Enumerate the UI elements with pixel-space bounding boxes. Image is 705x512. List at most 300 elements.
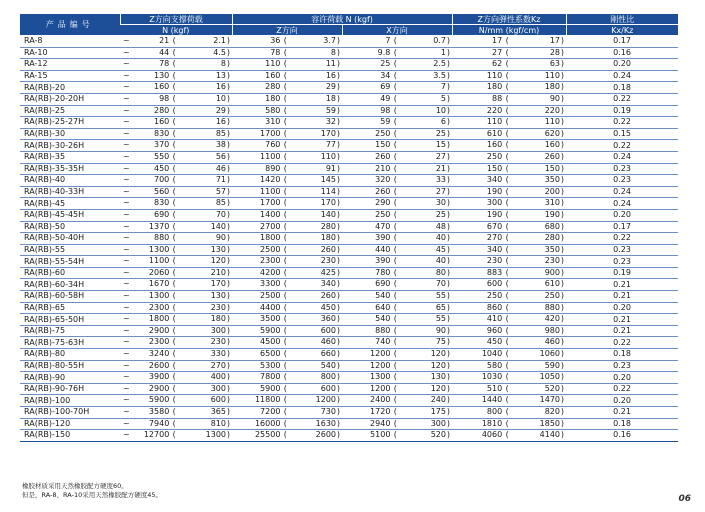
- cell-model: RA(RB)-20-20H: [20, 93, 120, 105]
- paren-close: ): [446, 279, 450, 289]
- cell-kz-n: 450: [486, 337, 503, 347]
- paren-open: (: [283, 117, 287, 127]
- cell-z-support-kgf: 2.1: [213, 36, 226, 45]
- cell-z-support: [120, 418, 232, 430]
- cell-kz: [452, 117, 566, 129]
- cell-ratio: 0.23: [566, 175, 678, 187]
- cell-model: RA(RB)-65-50H: [20, 314, 120, 326]
- paren-close: ): [560, 209, 564, 219]
- paren-close: ): [336, 209, 340, 219]
- cell-z-support-kgf: 600: [210, 395, 226, 405]
- paren-open: (: [172, 418, 176, 428]
- tilde-symbol: ~: [123, 175, 130, 185]
- cell-kz-kgf: 900: [544, 267, 560, 277]
- cell-z-support-n: 280: [154, 105, 170, 115]
- paren-open: (: [172, 233, 176, 243]
- cell-x-dir-kgf: 70: [435, 279, 446, 289]
- paren-open: (: [505, 140, 509, 150]
- cell-x-dir-n: 5100: [370, 430, 391, 440]
- cell-z-dir: [232, 302, 342, 314]
- cell-x-dir: [342, 175, 452, 187]
- header-model: 产品编号: [20, 14, 120, 36]
- cell-ratio: 0.21: [566, 314, 678, 326]
- cell-kz: [452, 302, 566, 314]
- table-row: [20, 395, 678, 407]
- cell-ratio: 0.17: [566, 221, 678, 233]
- cell-z-dir: [232, 267, 342, 279]
- paren-open: (: [505, 337, 509, 347]
- cell-ratio: 0.23: [566, 256, 678, 268]
- paren-close: ): [226, 82, 230, 92]
- tilde-symbol: ~: [123, 337, 130, 347]
- cell-model: RA(RB)-90: [20, 372, 120, 384]
- paren-open: (: [393, 360, 397, 370]
- cell-x-dir-n: 390: [375, 233, 391, 243]
- paren-close: ): [560, 163, 564, 173]
- cell-kz: [452, 418, 566, 430]
- cell-kz-kgf: 90: [549, 93, 560, 103]
- paren-close: ): [226, 151, 230, 161]
- paren-close: ): [446, 325, 450, 335]
- cell-kz: [452, 337, 566, 349]
- cell-x-dir: [342, 337, 452, 349]
- cell-x-dir-n: 320: [375, 175, 391, 185]
- tilde-symbol: ~: [123, 314, 130, 324]
- cell-z-dir-n: 1700: [260, 128, 281, 138]
- cell-x-dir-kgf: 5: [440, 93, 446, 103]
- cell-x-dir: [342, 325, 452, 337]
- cell-ratio: 0.24: [566, 186, 678, 198]
- paren-open: (: [505, 82, 509, 92]
- cell-x-dir: [342, 105, 452, 117]
- cell-kz: [452, 407, 566, 419]
- table-row: [20, 430, 678, 442]
- cell-kz-kgf: 110: [544, 70, 560, 80]
- cell-x-dir-kgf: 90: [435, 325, 446, 335]
- header-kz-unit: N/mm (kgf/cm): [452, 25, 566, 36]
- cell-z-dir-kgf: 77: [325, 140, 336, 150]
- paren-close: ): [226, 407, 230, 416]
- paren-close: ): [560, 267, 564, 277]
- cell-z-support-kgf: 46: [215, 163, 226, 173]
- table-row: [20, 36, 678, 48]
- cell-z-support-n: 1800: [148, 314, 170, 324]
- paren-close: ): [226, 209, 230, 219]
- cell-z-dir-n: 580: [265, 105, 281, 115]
- cell-kz-kgf: 63: [549, 59, 560, 69]
- cell-x-dir-kgf: 120: [430, 349, 446, 359]
- cell-z-dir: [232, 198, 342, 210]
- paren-open: (: [505, 233, 509, 243]
- paren-open: (: [505, 418, 509, 428]
- cell-x-dir-n: 2400: [370, 395, 391, 405]
- table-row: [20, 267, 678, 279]
- cell-x-dir-kgf: 45: [435, 244, 446, 254]
- paren-close: ): [446, 175, 450, 185]
- cell-ratio: 0.15: [566, 128, 678, 140]
- tilde-symbol: ~: [123, 325, 130, 335]
- paren-open: (: [283, 47, 287, 57]
- cell-z-dir-n: 2300: [260, 256, 281, 266]
- cell-z-support-kgf: 85: [215, 198, 226, 208]
- paren-open: (: [283, 383, 287, 393]
- cell-z-dir-kgf: 730: [320, 407, 336, 416]
- paren-close: ): [336, 70, 340, 80]
- cell-x-dir: [342, 302, 452, 314]
- paren-close: ): [560, 186, 564, 196]
- cell-x-dir-kgf: 65: [435, 302, 446, 312]
- cell-model: RA(RB)-50: [20, 221, 120, 233]
- paren-close: ): [446, 59, 450, 69]
- paren-close: ): [336, 279, 340, 289]
- paren-open: (: [172, 430, 176, 440]
- cell-x-dir: [342, 244, 452, 256]
- cell-z-dir-kgf: 450: [320, 302, 336, 312]
- table-row: [20, 117, 678, 129]
- paren-close: ): [560, 430, 564, 440]
- paren-open: (: [172, 186, 176, 196]
- cell-z-dir-n: 760: [265, 140, 281, 150]
- cell-kz: [452, 47, 566, 59]
- paren-open: (: [283, 360, 287, 370]
- paren-open: (: [505, 209, 509, 219]
- paren-close: ): [336, 175, 340, 185]
- paren-close: ): [446, 209, 450, 219]
- cell-x-dir-kgf: 10: [435, 105, 446, 115]
- cell-z-support-n: 160: [154, 117, 170, 127]
- paren-open: (: [505, 70, 509, 80]
- cell-z-support-n: 160: [154, 82, 170, 92]
- cell-z-support: [120, 36, 232, 48]
- cell-x-dir: [342, 59, 452, 71]
- paren-open: (: [172, 383, 176, 393]
- cell-z-support-n: 3900: [148, 372, 170, 382]
- cell-z-support-n: 78: [159, 59, 170, 69]
- cell-z-support-kgf: 10: [215, 93, 226, 103]
- cell-z-dir: [232, 360, 342, 372]
- table-row: [20, 325, 678, 337]
- cell-z-support: [120, 59, 232, 71]
- table-row: [20, 186, 678, 198]
- cell-x-dir: [342, 186, 452, 198]
- cell-kz: [452, 256, 566, 268]
- cell-z-dir-kgf: 1630: [315, 418, 336, 428]
- cell-kz: [452, 175, 566, 187]
- paren-close: ): [226, 198, 230, 208]
- paren-close: ): [446, 430, 450, 440]
- cell-z-dir-kgf: 230: [320, 256, 336, 266]
- paren-close: ): [226, 186, 230, 196]
- paren-open: (: [172, 221, 176, 231]
- cell-kz-n: 610: [486, 128, 503, 138]
- cell-model: RA(RB)-45-45H: [20, 209, 120, 221]
- paren-open: (: [393, 395, 397, 405]
- cell-z-support-kgf: 170: [210, 279, 226, 289]
- paren-open: (: [505, 256, 509, 266]
- cell-model: RA(RB)-60-58H: [20, 291, 120, 303]
- cell-z-support-kgf: 13: [215, 70, 226, 80]
- cell-z-support: [120, 337, 232, 349]
- cell-z-support-kgf: 300: [210, 325, 226, 335]
- cell-ratio: 0.24: [566, 70, 678, 82]
- paren-close: ): [560, 140, 564, 150]
- paren-close: ): [226, 267, 230, 277]
- cell-z-dir-kgf: 800: [320, 372, 336, 382]
- header-ratio-title: 刚性比: [566, 14, 678, 25]
- cell-x-dir: [342, 407, 452, 419]
- header-kz-title: Z方向弹性系数Kz: [452, 14, 566, 25]
- tilde-symbol: ~: [123, 70, 130, 80]
- cell-x-dir-n: 69: [380, 82, 391, 92]
- cell-ratio: 0.21: [566, 407, 678, 419]
- cell-x-dir: [342, 395, 452, 407]
- paren-close: ): [226, 70, 230, 80]
- cell-z-support: [120, 198, 232, 210]
- paren-close: ): [226, 117, 230, 127]
- cell-z-dir-n: 180: [265, 93, 281, 103]
- cell-z-support-n: 560: [154, 186, 170, 196]
- paren-close: ): [560, 128, 564, 138]
- cell-z-dir-kgf: 600: [320, 325, 336, 335]
- cell-z-support-kgf: 90: [215, 233, 226, 243]
- paren-close: ): [446, 47, 450, 57]
- cell-x-dir-kgf: 21: [435, 163, 446, 173]
- cell-kz-n: 110: [486, 70, 503, 80]
- paren-close: ): [336, 291, 340, 301]
- cell-z-support: [120, 128, 232, 140]
- cell-z-support: [120, 360, 232, 372]
- paren-open: (: [505, 244, 509, 254]
- cell-x-dir: [342, 291, 452, 303]
- cell-x-dir-n: 9.8: [377, 47, 391, 57]
- cell-kz-kgf: 200: [544, 186, 560, 196]
- cell-x-dir: [342, 47, 452, 59]
- cell-z-support: [120, 221, 232, 233]
- cell-kz: [452, 221, 566, 233]
- cell-model: RA(RB)-25-27H: [20, 117, 120, 129]
- table-row: [20, 349, 678, 361]
- paren-close: ): [336, 360, 340, 370]
- paren-close: ): [560, 407, 564, 416]
- paren-close: ): [446, 337, 450, 347]
- cell-z-support: [120, 325, 232, 337]
- cell-z-dir: [232, 163, 342, 175]
- cell-z-support-n: 98: [159, 93, 170, 103]
- header-z-dir: Z方向: [232, 25, 342, 36]
- table-row: [20, 407, 678, 419]
- cell-z-dir-kgf: 110: [320, 151, 336, 161]
- paren-open: (: [505, 36, 509, 45]
- cell-x-dir-n: 690: [375, 279, 391, 289]
- cell-x-dir: [342, 383, 452, 395]
- paren-open: (: [393, 337, 397, 347]
- cell-z-support: [120, 163, 232, 175]
- cell-kz-n: 27: [491, 47, 503, 57]
- paren-open: (: [172, 279, 176, 289]
- cell-ratio: 0.20: [566, 302, 678, 314]
- cell-z-support-kgf: 270: [210, 360, 226, 370]
- cell-x-dir-kgf: 15: [435, 140, 446, 150]
- paren-close: ): [336, 59, 340, 69]
- cell-kz: [452, 244, 566, 256]
- paren-open: (: [283, 267, 287, 277]
- cell-ratio: 0.22: [566, 117, 678, 129]
- cell-z-dir-n: 280: [265, 82, 281, 92]
- cell-z-support-kgf: 16: [215, 117, 226, 127]
- tilde-symbol: ~: [123, 418, 130, 428]
- cell-model: RA-15: [20, 70, 120, 82]
- paren-close: ): [336, 418, 340, 428]
- cell-x-dir: [342, 151, 452, 163]
- paren-close: ): [336, 244, 340, 254]
- tilde-symbol: ~: [123, 291, 130, 301]
- cell-kz-n: 883: [486, 267, 503, 277]
- cell-x-dir-n: 880: [375, 325, 391, 335]
- cell-z-dir-kgf: 8: [330, 47, 336, 57]
- cell-z-support-n: 2300: [148, 302, 170, 312]
- cell-z-dir: [232, 93, 342, 105]
- cell-kz: [452, 163, 566, 175]
- cell-z-support-kgf: 300: [210, 383, 226, 393]
- cell-z-support-n: 1100: [148, 256, 170, 266]
- cell-kz-kgf: 1850: [539, 418, 560, 428]
- paren-open: (: [505, 372, 509, 382]
- cell-z-support-n: 1670: [148, 279, 170, 289]
- paren-close: ): [446, 221, 450, 231]
- cell-x-dir-n: 390: [375, 256, 391, 266]
- cell-z-support-kgf: 57: [215, 186, 226, 196]
- cell-z-dir: [232, 418, 342, 430]
- paren-open: (: [393, 372, 397, 382]
- paren-open: (: [283, 186, 287, 196]
- cell-kz: [452, 291, 566, 303]
- paren-open: (: [393, 117, 397, 127]
- cell-ratio: 0.23: [566, 163, 678, 175]
- cell-z-dir-n: 1700: [260, 198, 281, 208]
- cell-z-dir-n: 1400: [260, 209, 281, 219]
- paren-open: (: [172, 349, 176, 359]
- cell-z-support: [120, 82, 232, 94]
- cell-z-support: [120, 244, 232, 256]
- table-row: [20, 418, 678, 430]
- cell-z-support-n: 3580: [148, 407, 170, 416]
- paren-open: (: [505, 105, 509, 115]
- paren-close: ): [336, 221, 340, 231]
- paren-close: ): [560, 221, 564, 231]
- cell-model: RA(RB)-55: [20, 244, 120, 256]
- cell-z-support-kgf: 56: [215, 151, 226, 161]
- cell-z-dir-n: 310: [265, 117, 281, 127]
- paren-close: ): [336, 302, 340, 312]
- cell-model: RA(RB)-60: [20, 267, 120, 279]
- paren-open: (: [172, 59, 176, 69]
- table-row: [20, 291, 678, 303]
- paren-open: (: [393, 140, 397, 150]
- cell-x-dir-kgf: 2.5: [433, 59, 446, 69]
- cell-x-dir: [342, 221, 452, 233]
- cell-z-dir-kgf: 340: [320, 279, 336, 289]
- paren-close: ): [446, 151, 450, 161]
- table-row: [20, 105, 678, 117]
- cell-x-dir-n: 210: [375, 163, 391, 173]
- cell-x-dir-n: 150: [375, 140, 391, 150]
- table-row: [20, 337, 678, 349]
- tilde-symbol: ~: [123, 279, 130, 289]
- tilde-symbol: ~: [123, 198, 130, 208]
- cell-x-dir: [342, 198, 452, 210]
- cell-kz-kgf: 620: [544, 128, 560, 138]
- table-row: [20, 256, 678, 268]
- cell-ratio: 0.16: [566, 430, 678, 442]
- paren-close: ): [226, 372, 230, 382]
- cell-x-dir: [342, 418, 452, 430]
- cell-kz-n: 190: [486, 209, 503, 219]
- cell-kz-kgf: 17: [549, 36, 560, 45]
- cell-kz-kgf: 350: [544, 175, 560, 185]
- cell-ratio: 0.17: [566, 36, 678, 48]
- cell-z-dir: [232, 279, 342, 291]
- cell-kz-n: 190: [486, 186, 503, 196]
- table-row: [20, 47, 678, 59]
- tilde-symbol: ~: [123, 372, 130, 382]
- tilde-symbol: ~: [123, 47, 130, 57]
- paren-close: ): [336, 105, 340, 115]
- paren-open: (: [172, 163, 176, 173]
- paren-close: ): [560, 59, 564, 69]
- cell-z-dir: [232, 395, 342, 407]
- paren-open: (: [505, 93, 509, 103]
- tilde-symbol: ~: [123, 360, 130, 370]
- cell-z-support: [120, 314, 232, 326]
- paren-open: (: [505, 383, 509, 393]
- table-row: [20, 198, 678, 210]
- cell-x-dir-kgf: 7: [440, 82, 446, 92]
- cell-x-dir-n: 440: [375, 244, 391, 254]
- cell-z-dir: [232, 36, 342, 48]
- paren-close: ): [446, 302, 450, 312]
- cell-z-dir-n: 5900: [260, 383, 281, 393]
- cell-x-dir: [342, 349, 452, 361]
- cell-kz-kgf: 220: [544, 105, 560, 115]
- cell-x-dir-kgf: 1: [440, 47, 446, 57]
- cell-model: RA(RB)-65: [20, 302, 120, 314]
- cell-kz: [452, 59, 566, 71]
- paren-close: ): [560, 302, 564, 312]
- paren-open: (: [283, 82, 287, 92]
- cell-z-dir-n: 1100: [260, 186, 281, 196]
- cell-model: RA(RB)-150: [20, 430, 120, 442]
- paren-close: ): [560, 151, 564, 161]
- tilde-symbol: ~: [123, 151, 130, 161]
- cell-ratio: 0.24: [566, 198, 678, 210]
- paren-close: ): [226, 349, 230, 359]
- paren-close: ): [336, 117, 340, 127]
- table-row: [20, 221, 678, 233]
- paren-close: ): [560, 36, 564, 45]
- paren-close: ): [226, 47, 230, 57]
- paren-close: ): [446, 128, 450, 138]
- cell-x-dir-kgf: 55: [435, 314, 446, 324]
- cell-z-dir-kgf: 140: [320, 209, 336, 219]
- cell-model: RA(RB)-40-33H: [20, 186, 120, 198]
- paren-open: (: [283, 105, 287, 115]
- paren-open: (: [283, 314, 287, 324]
- paren-open: (: [283, 175, 287, 185]
- tilde-symbol: ~: [123, 256, 130, 266]
- cell-z-support: [120, 279, 232, 291]
- paren-close: ): [446, 163, 450, 173]
- paren-close: ): [226, 314, 230, 324]
